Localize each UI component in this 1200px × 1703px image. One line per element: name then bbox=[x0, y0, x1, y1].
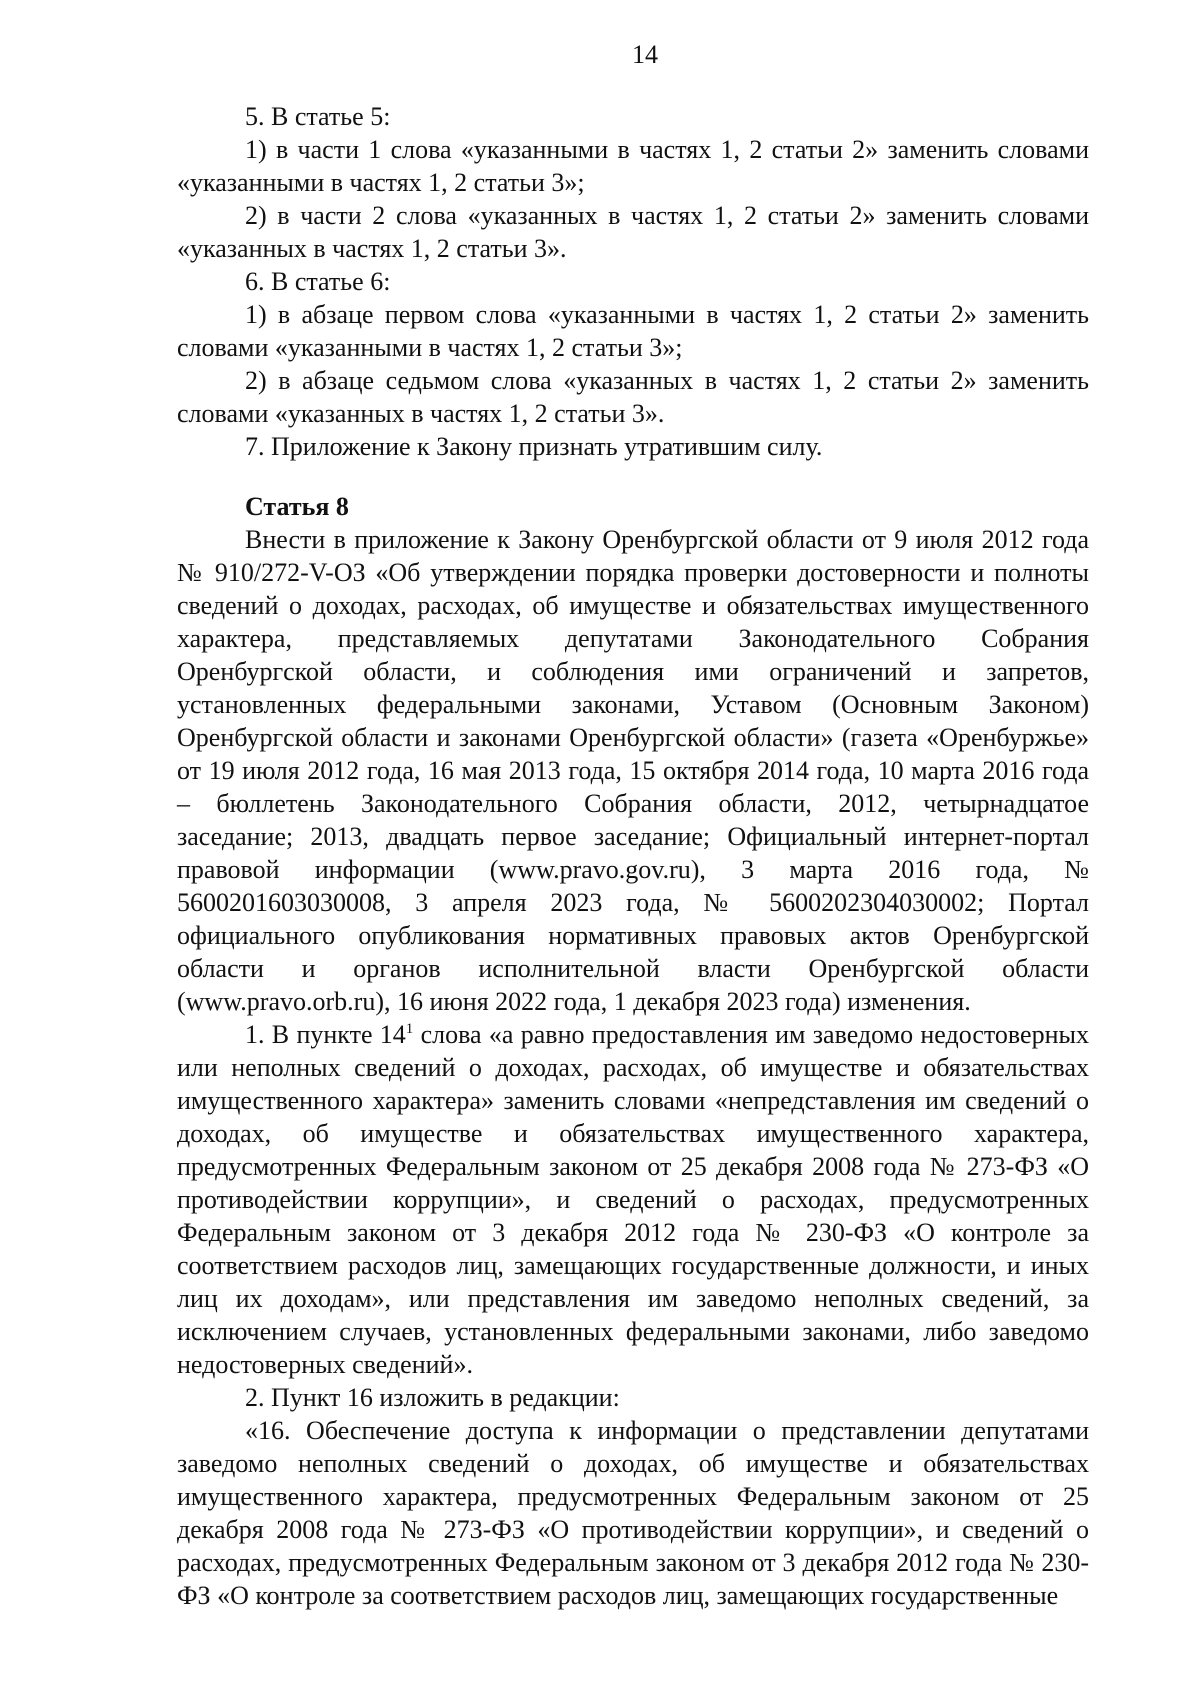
article-8-item-2-quote: «16. Обеспечение доступа к информации о представлении депутатами заведомо неполных сведений о доходах, об имуществе и обязательствах имущественного характера, предусмотренных Федеральным законом от 25 декабря 2008 года № 273-ФЗ «О противодействии коррупции», и сведений о расходах, предусмотренных Федеральным законом от 3 декабря 2012 года № 230-ФЗ «О контроле за соответствием расходов лиц, замещающих государственные bbox=[177, 1416, 1089, 1610]
article-7-items bbox=[177, 100, 1089, 463]
item-6-subitem-2: 2) в абзаце седьмом слова «указанных в частях 1, 2 статьи 2» заменить словами «указанных в частях 1, 2 статьи 3». bbox=[177, 366, 1089, 428]
item-1-superscript: 1 bbox=[405, 1021, 414, 1037]
item-5-subitem-2: 2) в части 2 слова «указанных в частях 1, 2 статьи 2» заменить словами «указанных в частях 1, 2 статьи 3». bbox=[177, 201, 1089, 263]
article-8 bbox=[177, 490, 1089, 1612]
article-8-heading: Статья 8 bbox=[245, 492, 349, 521]
page-number: 14 bbox=[632, 40, 658, 69]
item-5-heading: 5. В статье 5: bbox=[245, 102, 391, 131]
item-1-body: слова «а равно предоставления им заведомо недостоверных или неполных сведений о доходах, расходах, об имуществе и обязательствах имущественного характера» заменить словами «непредставления им сведений о доходах, об имуществе и обязательствах имущественного характера, предусмотренных Федеральным законом от 25 декабря 2008 года № 273-ФЗ «О противодействии коррупции», и сведений о расходах, предусмотренных Федеральным законом от 3 декабря 2012 года № 230-ФЗ «О контроле за соответствием расходов лиц, замещающих государственные должности, и иных лиц их доходам», или представления им заведомо неполных сведений, за исключением случаев, установленных федеральными законами, либо заведомо недостоверных сведений». bbox=[177, 1020, 1089, 1379]
item-7: 7. Приложение к Закону признать утратившим силу. bbox=[245, 432, 823, 461]
item-6-heading: 6. В статье 6: bbox=[245, 267, 391, 296]
item-1-prefix: 1. В пункте 14 bbox=[245, 1020, 406, 1049]
article-8-intro: Внести в приложение к Закону Оренбургской области от 9 июля 2012 года № 910/272-V-ОЗ «Об утверждении порядка проверки достоверности и полноты сведений о доходах, расходах, об имуществе и обязательствах имущественного характера, представляемых депутатами Законодательного Собрания Оренбургской области, и соблюдения ими ограничений и запретов, установленных федеральными законами, Уставом (Основным Законом) Оренбургской области и законами Оренбургской области» (газета «Оренбуржье» от 19 июля 2012 года, 16 мая 2013 года, 15 октября 2014 года, 10 марта 2016 года – бюллетень Законодательного Собрания области, 2012, четырнадцатое заседание; 2013, двадцать первое заседание; Официальный интернет-портал правовой информации (www.pravo.gov.ru), 3 марта 2016 года, № 5600201603030008, 3 апреля 2023 года, № 5600202304030002; Портал официального опубликования нормативных правовых актов Оренбургской области и органов исполнительной власти Оренбургской области (www.pravo.orb.ru), 16 июня 2022 года, 1 декабря 2023 года) изменения. bbox=[177, 525, 1089, 1016]
article-8-item-1 bbox=[177, 1018, 1089, 1381]
item-6-subitem-1: 1) в абзаце первом слова «указанными в частях 1, 2 статьи 2» заменить словами «указанными в частях 1, 2 статьи 3»; bbox=[177, 300, 1089, 362]
article-8-item-2: 2. Пункт 16 изложить в редакции: bbox=[245, 1383, 620, 1412]
item-5-subitem-1: 1) в части 1 слова «указанными в частях 1, 2 статьи 2» заменить словами «указанными в частях 1, 2 статьи 3»; bbox=[177, 135, 1089, 197]
